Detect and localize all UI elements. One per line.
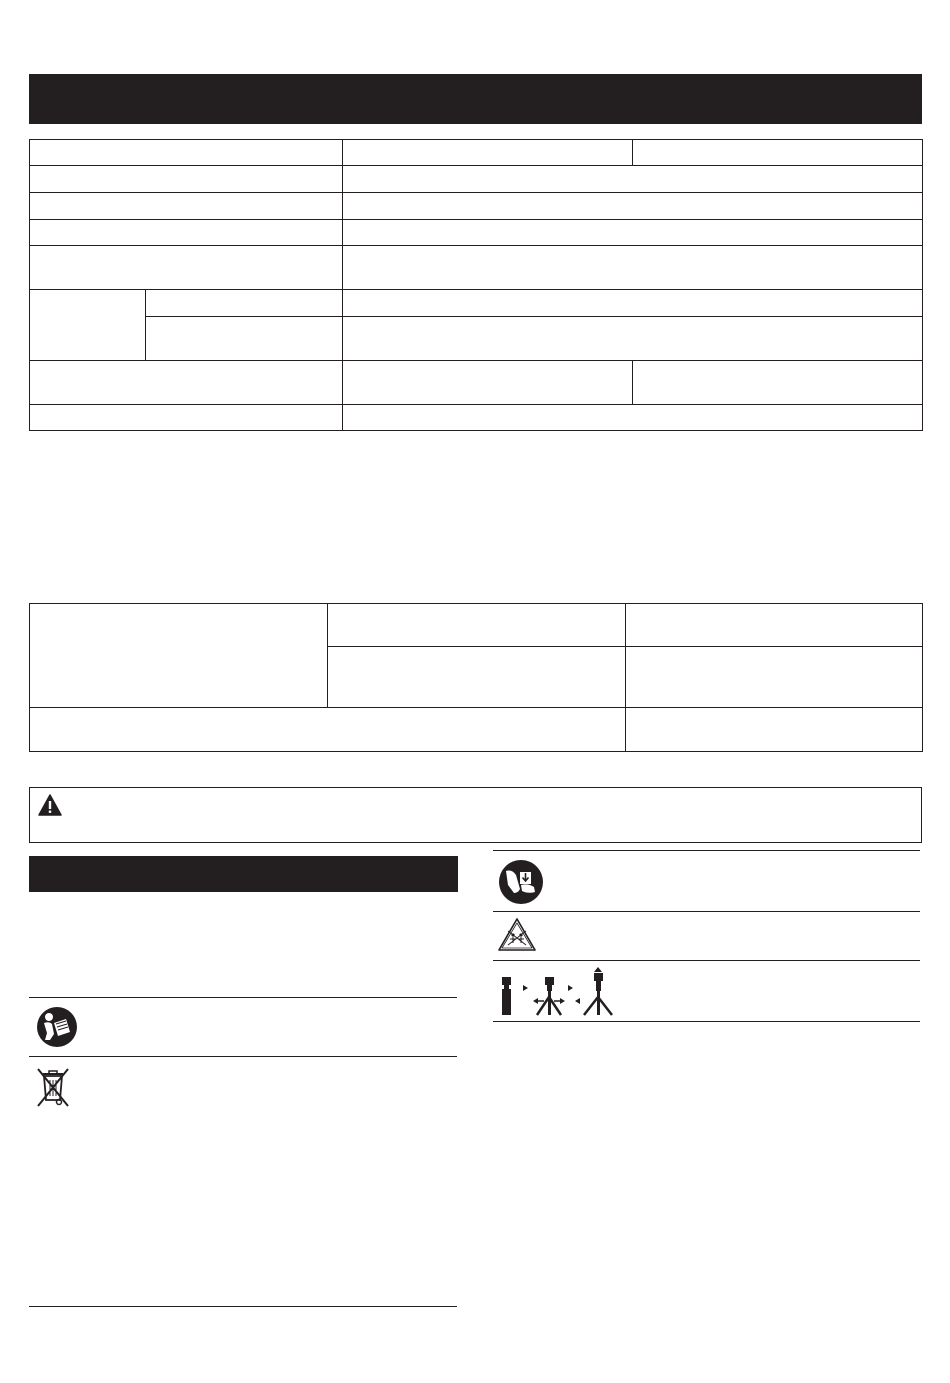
table-cell bbox=[30, 361, 343, 405]
table-row bbox=[30, 220, 923, 246]
crossed-out-wheelie-bin-icon bbox=[34, 1066, 72, 1108]
table-row bbox=[30, 246, 923, 290]
symbols-section-heading bbox=[29, 856, 458, 892]
specifications-table bbox=[29, 139, 923, 431]
table-cell bbox=[343, 140, 633, 166]
divider bbox=[29, 997, 457, 998]
table-row bbox=[30, 193, 923, 220]
divider bbox=[29, 1306, 457, 1307]
table-row bbox=[30, 708, 923, 752]
table-cell bbox=[30, 604, 328, 708]
table-row bbox=[30, 604, 923, 647]
table-cell bbox=[30, 290, 146, 361]
divider bbox=[493, 960, 920, 961]
table-cell bbox=[30, 193, 343, 220]
table-cell bbox=[328, 647, 626, 708]
table-cell bbox=[633, 140, 923, 166]
table-cell bbox=[343, 361, 633, 405]
table-cell bbox=[343, 220, 923, 246]
table-row bbox=[30, 405, 923, 431]
divider bbox=[493, 850, 920, 851]
table-cell bbox=[146, 317, 343, 361]
table-cell bbox=[626, 708, 923, 752]
table-cell bbox=[343, 290, 923, 317]
table-cell bbox=[343, 166, 923, 193]
table-row bbox=[30, 290, 923, 317]
table-row bbox=[30, 140, 923, 166]
table-row bbox=[30, 166, 923, 193]
table-cell bbox=[343, 193, 923, 220]
warning-triangle-icon bbox=[38, 794, 62, 816]
table-cell bbox=[626, 647, 923, 708]
table-cell bbox=[343, 405, 923, 431]
hand-crush-warning-icon bbox=[498, 859, 544, 905]
table-cell bbox=[343, 246, 923, 290]
battery-table bbox=[29, 603, 923, 752]
table-cell bbox=[343, 317, 923, 361]
table-cell bbox=[633, 361, 923, 405]
divider bbox=[493, 1021, 920, 1022]
table-cell bbox=[30, 405, 343, 431]
table-cell bbox=[146, 290, 343, 317]
divider bbox=[29, 1056, 457, 1057]
table-cell bbox=[328, 604, 626, 647]
tripod-setup-sequence-icon bbox=[497, 967, 617, 1017]
table-row bbox=[30, 361, 923, 405]
divider bbox=[493, 911, 920, 912]
table-cell bbox=[30, 140, 343, 166]
table-cell bbox=[30, 246, 343, 290]
no-bystanders-icon bbox=[497, 917, 537, 953]
table-row bbox=[30, 317, 923, 361]
table-cell bbox=[30, 166, 343, 193]
warning-box bbox=[29, 787, 922, 843]
table-cell bbox=[30, 220, 343, 246]
specifications-title-bar bbox=[29, 74, 922, 124]
table-cell bbox=[30, 708, 626, 752]
read-manual-icon bbox=[36, 1006, 78, 1048]
table-cell bbox=[626, 604, 923, 647]
